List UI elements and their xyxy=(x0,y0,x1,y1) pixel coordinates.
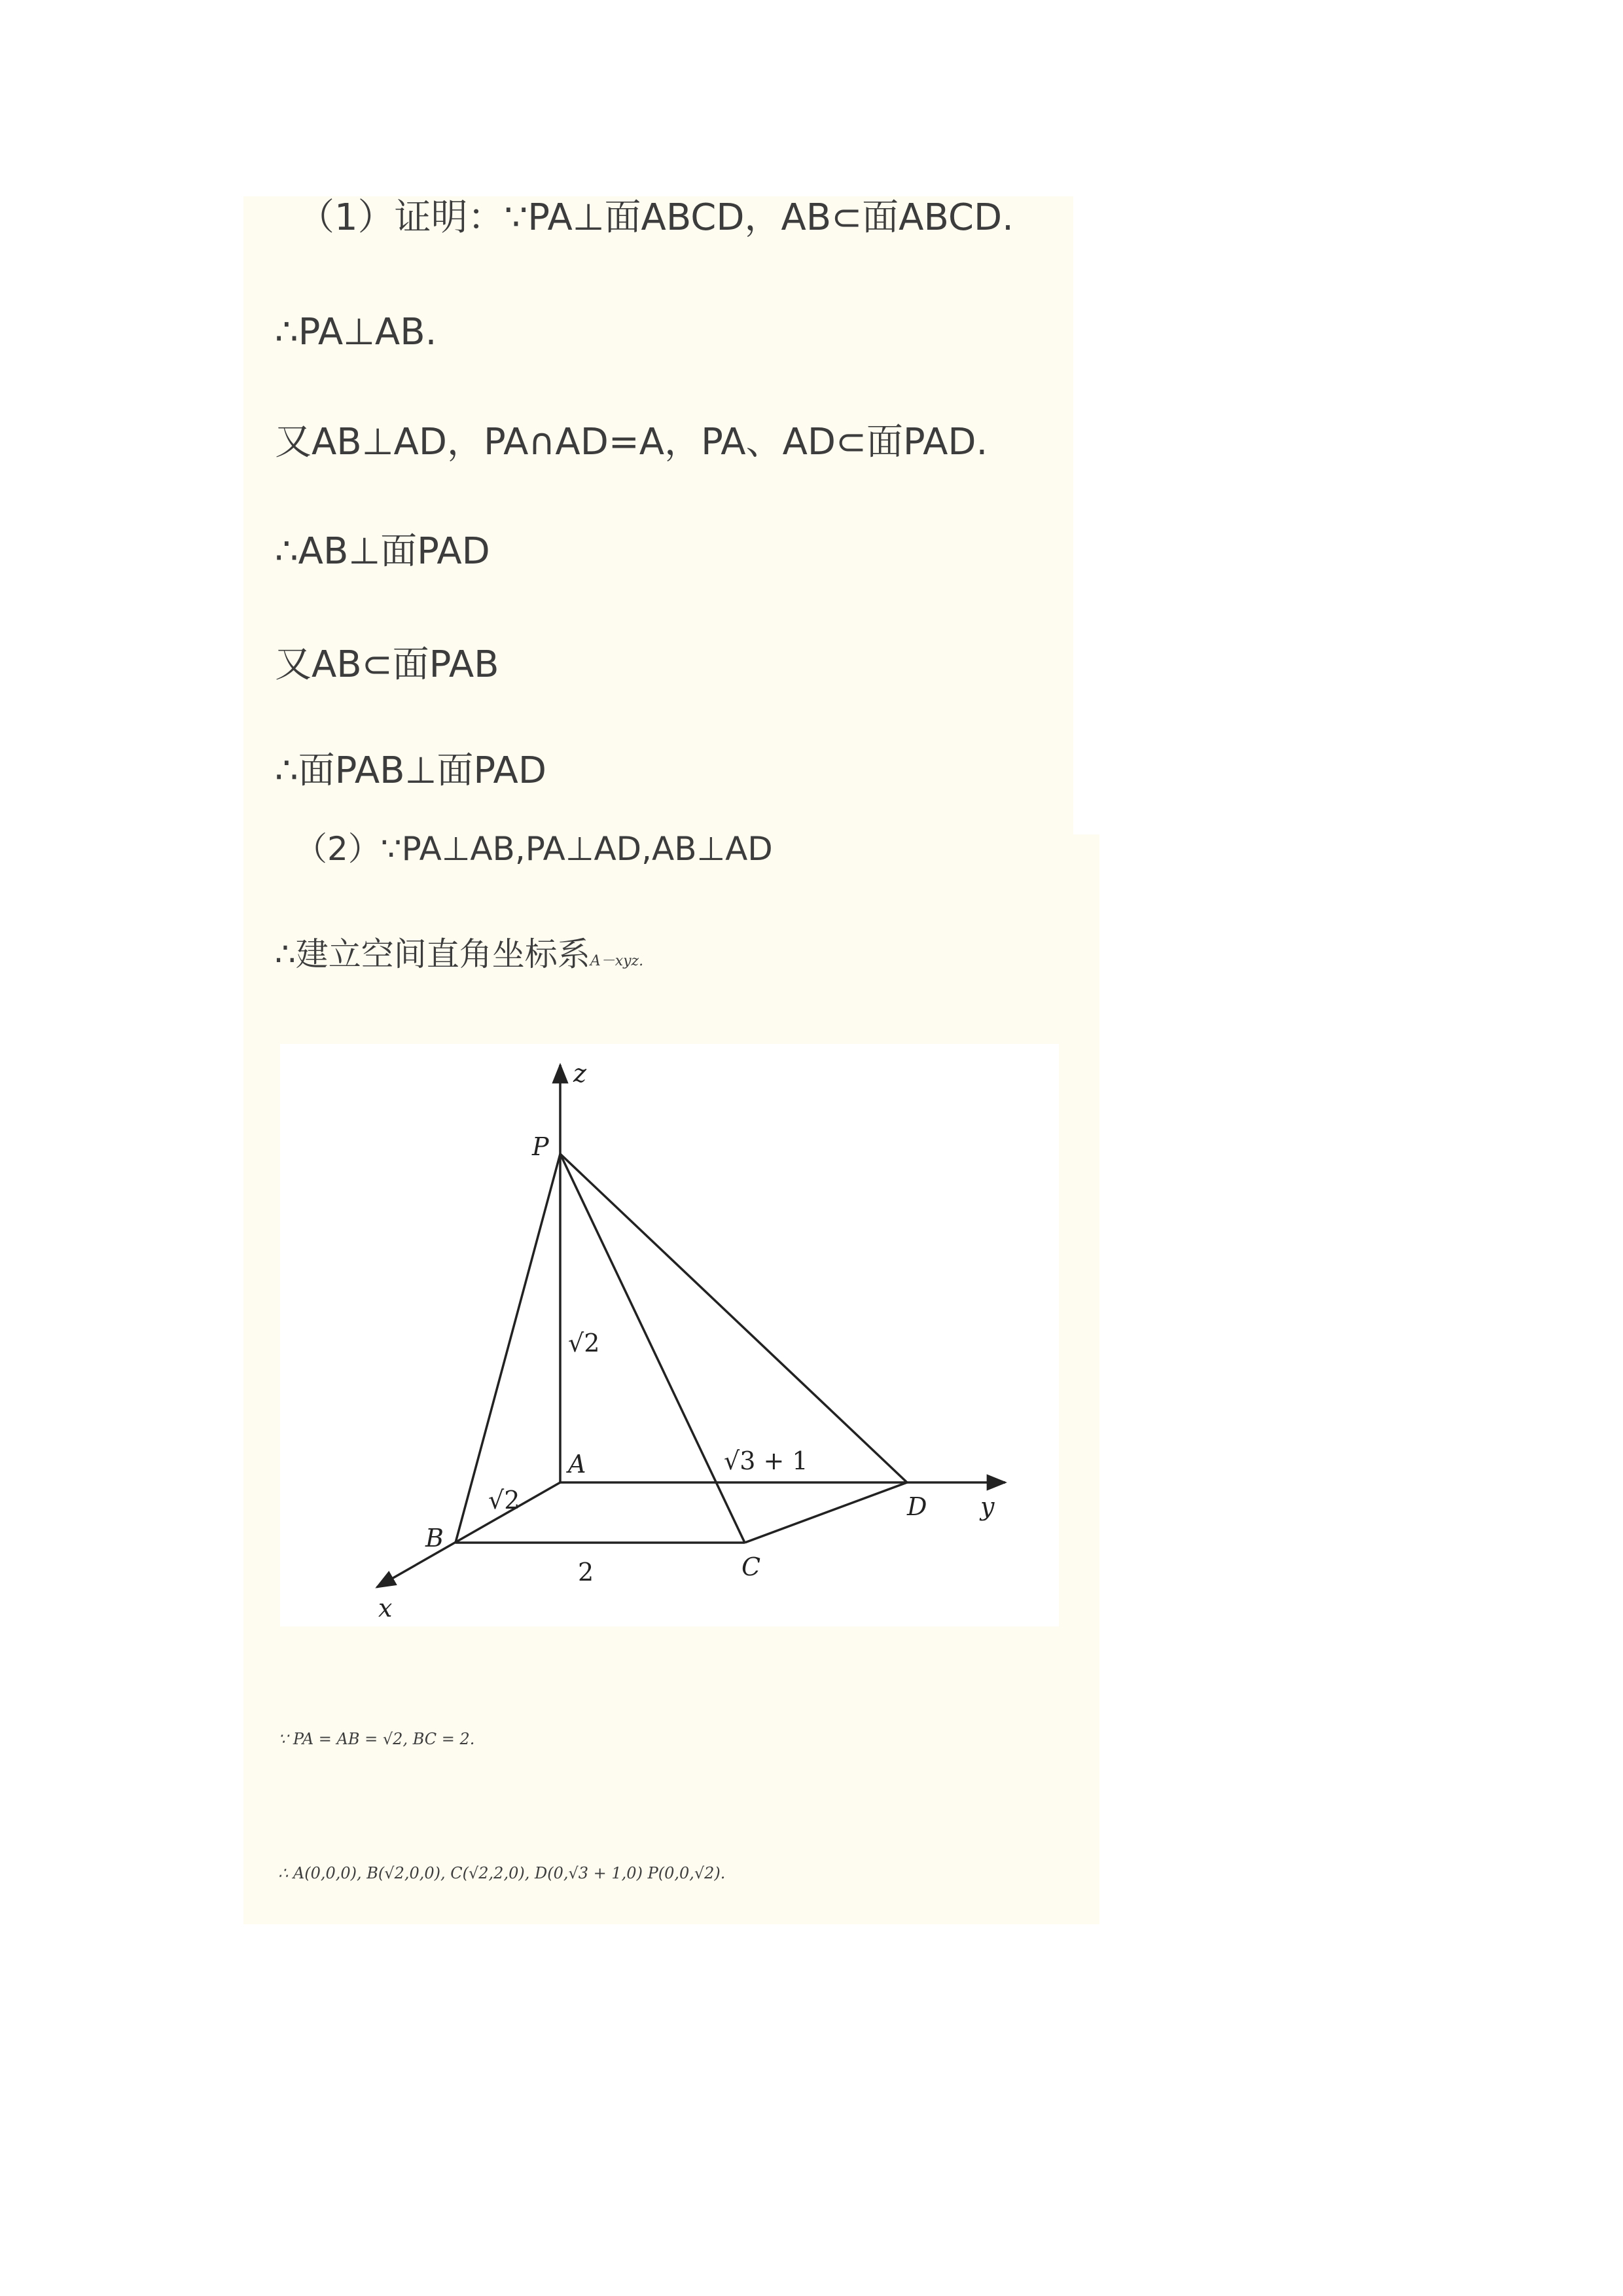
coordinate-system-label: A－xyz. xyxy=(590,953,644,969)
part1-line4: ∴AB⊥面PAD xyxy=(275,530,490,573)
pyramid-figure xyxy=(280,1044,1059,1626)
label-pa-length: √2 xyxy=(568,1329,600,1357)
label-a: A xyxy=(568,1450,586,1479)
label-d: D xyxy=(907,1492,927,1521)
part1-line6: ∴面PAB⊥面PAD xyxy=(275,749,546,792)
label-z: z xyxy=(573,1059,587,1088)
part1-line1: （1）证明：∵PA⊥面ABCD，AB⊂面ABCD. xyxy=(298,196,1014,239)
label-bc-length: 2 xyxy=(578,1558,594,1587)
label-x: x xyxy=(378,1594,393,1623)
part1-line5: 又AB⊂面PAB xyxy=(275,643,499,686)
edge-pb xyxy=(455,1154,560,1543)
label-b: B xyxy=(425,1524,444,1552)
point-coordinates: ∴ A(0,0,0), B(√2,0,0), C(√2,2,0), D(0,√3 + 1,0) P(0,0,√2). xyxy=(278,1864,726,1882)
given-lengths: ∵ PA = AB = √2, BC = 2. xyxy=(278,1730,475,1748)
label-c: C xyxy=(741,1552,761,1581)
edge-pd xyxy=(560,1154,907,1482)
edge-cd xyxy=(745,1482,907,1543)
pyramid-diagram xyxy=(280,1044,1059,1626)
part2-line2 xyxy=(275,935,644,973)
label-ad-length: √3 + 1 xyxy=(724,1446,808,1475)
part2-line2-text: ∴建立空间直角坐标系 xyxy=(275,935,590,973)
proof-part1-panel xyxy=(243,196,1073,834)
label-y: y xyxy=(980,1492,995,1521)
label-ab-length: √2 xyxy=(488,1486,520,1515)
part1-line2: ∴PA⊥AB. xyxy=(275,311,437,353)
label-p: P xyxy=(532,1132,549,1161)
part1-line3: 又AB⊥AD，PA∩AD=A，PA、AD⊂面PAD. xyxy=(275,421,988,463)
part2-line1: （2）∵PA⊥AB,PA⊥AD,AB⊥AD xyxy=(294,830,773,868)
